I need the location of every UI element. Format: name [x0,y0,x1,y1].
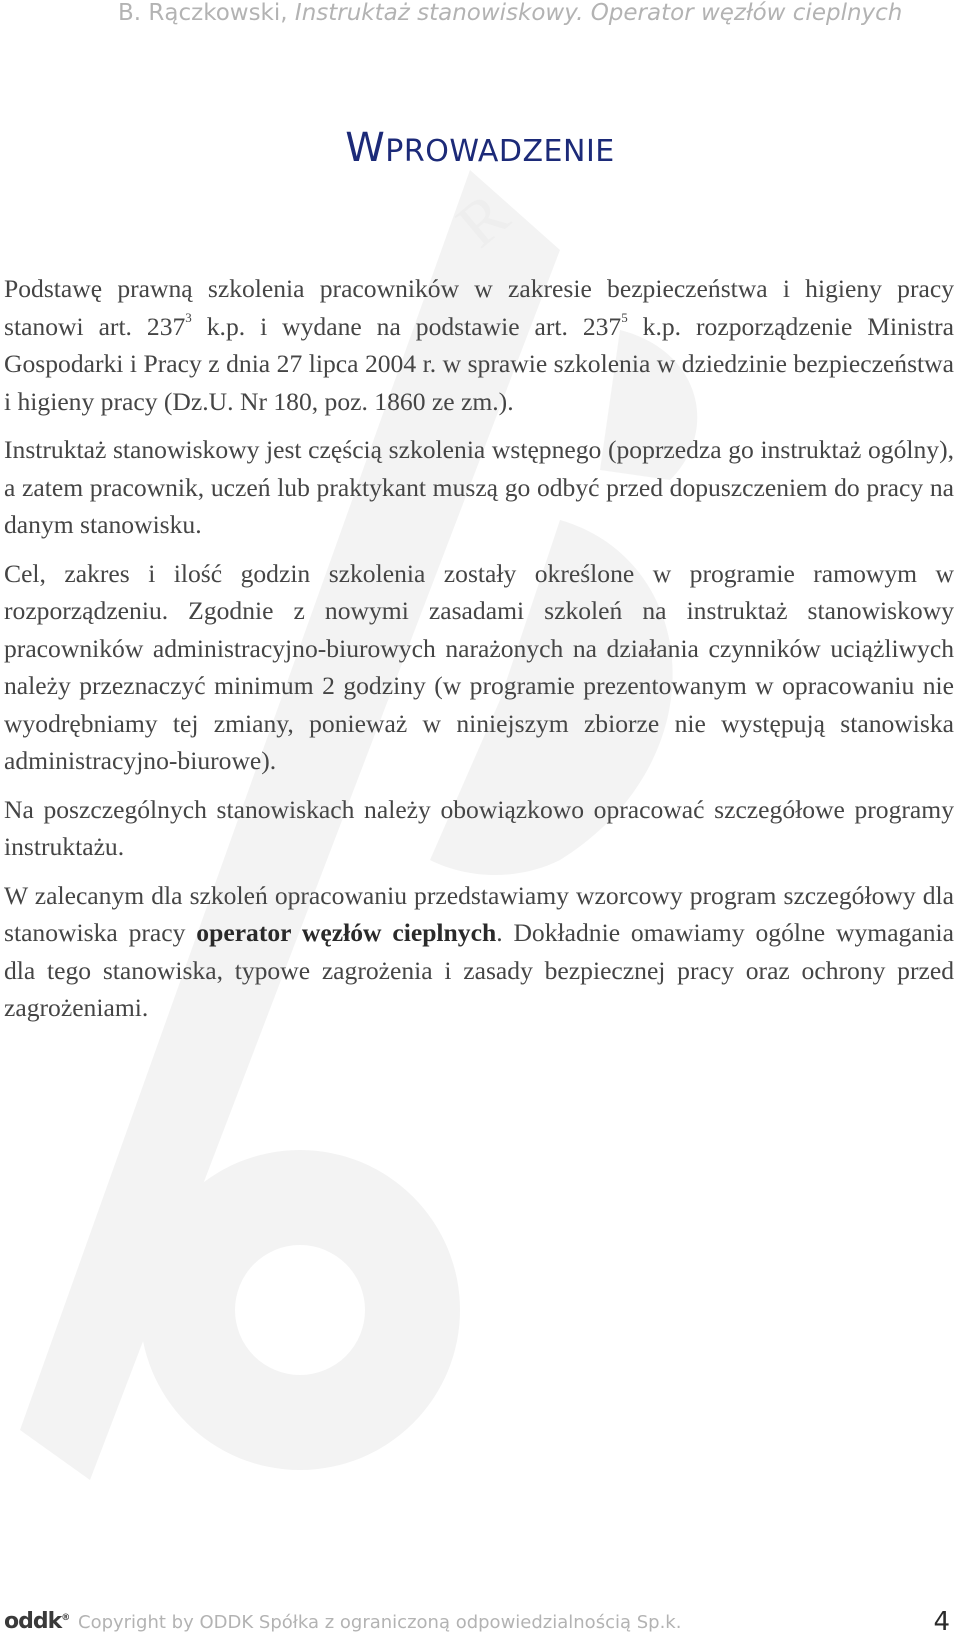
paragraph-1-text-a: Podstawę prawną szkolenia pracowników w zakresie bezpieczeństwa i higieny pracy stanowi art. 237 [4,274,954,341]
running-head-title: Instruktaż stanowiskowy. Operator węzłów cieplnych [294,0,903,26]
paragraph-1-text-c: k.p. rozporządzenie Ministra Gospodarki i Pracy z dnia 27 lipca 2004 r. w sprawie szkolenia w dziedzinie bezpieczeństwa i higieny pracy (Dz.U. Nr 180, poz. 1860 ze zm.). [4,311,954,416]
paragraph-1-text-b: k.p. i wydane na podstawie art. 237 [191,311,622,341]
page-number: 4 [933,1607,950,1637]
superscript-3: 3 [185,309,192,325]
paragraph-obligation: Na poszczególnych stanowiskach należy obowiązkowo opracować szczegółowe programy instruktażu. [4,794,954,861]
paragraph-5-text-a: W zalecanym dla szkoleń opracowaniu przedstawiamy wzorcowy program szczegółowy dla stanowiska pracy [4,880,954,947]
page-footer [0,1607,960,1637]
superscript-5: 5 [621,309,628,325]
watermark-mark: R [443,178,522,261]
paragraph-program-description [4,877,954,1027]
oddk-logo-text: oddk [4,1609,62,1634]
page-title-first-letter: W [345,125,386,171]
body-text [4,270,954,1038]
job-title-emphasis: operator węzłów cieplnych [196,918,497,947]
oddk-logo [4,1609,70,1635]
paragraph-instruction-definition: Instruktaż stanowiskowy jest częścią szkolenia wstępnego (poprzedza go instruktaż ogólny), a zatem pracownik, uczeń lub praktykant muszą go odbyć przed dopuszczeniem do pracy na danym stanowisku. [4,435,954,539]
registered-mark: ® [61,1613,71,1623]
running-head [118,0,948,26]
paragraph-legal-basis [4,270,954,420]
paragraph-training-scope: Cel, zakres i ilość godzin szkolenia zostały określone w programie ramowym w rozporządzeniu. Zgodnie z nowymi zasadami szkoleń na instruktaż stanowiskowy pracowników administracyjno-biurowych narażonych na działania czynników uciążliwych należy przeznaczyć minimum 2 godziny (w programie prezentowanym w opracowaniu nie wyodrębniamy tej zmiany, ponieważ w niniejszym zbiorze nie występują stanowiska administracyjno-biurowe). [4,558,954,775]
page-title [0,126,960,174]
copyright-notice: Copyright by ODDK Spółka z ograniczoną odpowiedzialnością Sp.k. [78,1612,682,1633]
page-title-rest: PROWADZENIE [385,134,615,169]
paragraph-5-text-b: . Dokładnie omawiamy ogólne wymagania dla tego stanowiska, typowe zagrożenia i zasady bezpiecznej pracy oraz ochrony przed zagrożeniami. [4,918,954,1022]
running-head-author: B. Rączkowski, [118,0,295,26]
